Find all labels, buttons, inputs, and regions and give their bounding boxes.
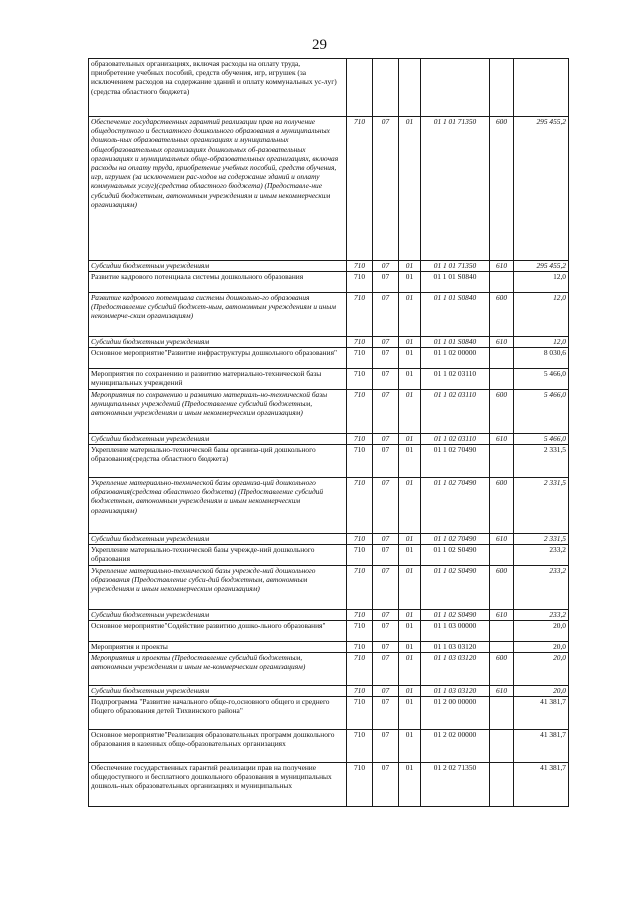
amount-cell: 2 331,5 — [514, 478, 569, 534]
target-article-cell: 01 2 00 00000 — [421, 697, 490, 730]
subsection-code-cell: 01 — [399, 390, 421, 434]
ministry-code-cell: 710 — [347, 534, 373, 545]
row-name-cell: Обеспечение государственных гарантий реализации прав на получение общедоступного и бесплатного дошкольного образования в муниципальных дошколь-ных образовательных организациях и муниципальных — [89, 763, 347, 807]
row-name-cell: Мероприятия по сохранению и развитию материально-технической базы муниципальных учреждений — [89, 369, 347, 390]
subsection-code-cell: 01 — [399, 697, 421, 730]
row-name-cell: Субсидии бюджетным учреждениям — [89, 261, 347, 272]
expense-type-cell: 600 — [490, 478, 514, 534]
section-code-cell: 07 — [373, 261, 399, 272]
ministry-code-cell: 710 — [347, 261, 373, 272]
row-name-cell: Основное мероприятие"Реализация образовательных программ дошкольного образования в казенных обще-образовательных организациях — [89, 730, 347, 763]
section-code-cell: 07 — [373, 337, 399, 348]
ministry-code-cell: 710 — [347, 478, 373, 534]
amount-cell: 5 466,0 — [514, 434, 569, 445]
expense-type-cell — [490, 59, 514, 117]
table-row — [89, 730, 569, 763]
row-name-cell: Мероприятия по сохранению и развитию материаль-но-технической базы муниципальных учреждений (Предоставление субсидий бюджетным, автономным учреждениям и иным некоммерческим организациям) — [89, 390, 347, 434]
subsection-code-cell: 01 — [399, 763, 421, 807]
amount-cell: 5 466,0 — [514, 390, 569, 434]
subsection-code-cell: 01 — [399, 621, 421, 642]
amount-cell: 2 331,5 — [514, 445, 569, 478]
ministry-code-cell: 710 — [347, 621, 373, 642]
subsection-code-cell: 01 — [399, 642, 421, 653]
amount-cell: 41 381,7 — [514, 697, 569, 730]
section-code-cell: 07 — [373, 478, 399, 534]
section-code-cell: 07 — [373, 566, 399, 610]
row-name-cell: Мероприятия и проекты (Предоставление субсидий бюджетным, автономным учреждениям и иным не-коммерческим организациям) — [89, 653, 347, 686]
target-article-cell: 01 1 02 S0490 — [421, 610, 490, 621]
row-name-cell: Субсидии бюджетным учреждениям — [89, 337, 347, 348]
section-code-cell: 07 — [373, 272, 399, 293]
amount-cell: 233,2 — [514, 566, 569, 610]
target-article-cell — [421, 59, 490, 117]
target-article-cell: 01 2 02 71350 — [421, 763, 490, 807]
section-code-cell: 07 — [373, 763, 399, 807]
expense-type-cell: 600 — [490, 293, 514, 337]
ministry-code-cell: 710 — [347, 434, 373, 445]
section-code-cell: 07 — [373, 434, 399, 445]
table-row — [89, 686, 569, 697]
expense-type-cell: 610 — [490, 261, 514, 272]
target-article-cell: 01 1 03 03120 — [421, 653, 490, 686]
ministry-code-cell: 710 — [347, 566, 373, 610]
row-name-cell: Субсидии бюджетным учреждениям — [89, 610, 347, 621]
target-article-cell: 01 1 02 00000 — [421, 348, 490, 369]
target-article-cell: 01 1 02 S0490 — [421, 545, 490, 566]
section-code-cell: 07 — [373, 686, 399, 697]
row-name-cell: Укрепление материально-технической базы организа-ций дошкольного образования(средства областного бюджета) (Предоставление субсидий бюджетным, автономным учреждениям и иным некоммерческим организациям) — [89, 478, 347, 534]
amount-cell: 295 455,2 — [514, 261, 569, 272]
section-code-cell: 07 — [373, 293, 399, 337]
ministry-code-cell: 710 — [347, 117, 373, 261]
target-article-cell: 01 1 03 00000 — [421, 621, 490, 642]
amount-cell: 20,0 — [514, 642, 569, 653]
subsection-code-cell: 01 — [399, 369, 421, 390]
table-row — [89, 445, 569, 478]
target-article-cell: 01 1 02 03110 — [421, 390, 490, 434]
expense-type-cell: 600 — [490, 117, 514, 261]
table-row — [89, 697, 569, 730]
ministry-code-cell: 710 — [347, 369, 373, 390]
table-row — [89, 566, 569, 610]
subsection-code-cell: 01 — [399, 445, 421, 478]
row-name-cell: Укрепление материально-технической базы организа-ций дошкольного образования(средства областного бюджета) — [89, 445, 347, 478]
subsection-code-cell: 01 — [399, 686, 421, 697]
row-name-cell: Развитие кадрового потенциала системы дошкольно-го образования (Предоставление субсидий бюджет-ным, автономным учреждениям и иным некоммерче-ским организациям) — [89, 293, 347, 337]
table-row — [89, 272, 569, 293]
ministry-code-cell: 710 — [347, 348, 373, 369]
ministry-code-cell: 710 — [347, 390, 373, 434]
ministry-code-cell: 710 — [347, 272, 373, 293]
table-row — [89, 337, 569, 348]
table-row — [89, 348, 569, 369]
subsection-code-cell: 01 — [399, 478, 421, 534]
target-article-cell: 01 2 02 00000 — [421, 730, 490, 763]
expense-type-cell — [490, 642, 514, 653]
ministry-code-cell: 710 — [347, 730, 373, 763]
amount-cell: 5 466,0 — [514, 369, 569, 390]
table-row — [89, 261, 569, 272]
ministry-code-cell: 710 — [347, 337, 373, 348]
expense-type-cell: 610 — [490, 337, 514, 348]
target-article-cell: 01 1 01 S0840 — [421, 293, 490, 337]
amount-cell: 41 381,7 — [514, 763, 569, 807]
target-article-cell: 01 1 02 70490 — [421, 534, 490, 545]
subsection-code-cell: 01 — [399, 261, 421, 272]
subsection-code-cell: 01 — [399, 610, 421, 621]
amount-cell: 20,0 — [514, 621, 569, 642]
row-name-cell: Субсидии бюджетным учреждениям — [89, 434, 347, 445]
ministry-code-cell: 710 — [347, 653, 373, 686]
amount-cell: 20,0 — [514, 653, 569, 686]
subsection-code-cell: 01 — [399, 730, 421, 763]
ministry-code-cell: 710 — [347, 545, 373, 566]
expense-type-cell — [490, 730, 514, 763]
target-article-cell: 01 1 03 03120 — [421, 642, 490, 653]
expense-type-cell: 610 — [490, 434, 514, 445]
table-row — [89, 763, 569, 807]
amount-cell: 233,2 — [514, 545, 569, 566]
row-name-cell: Субсидии бюджетным учреждениям — [89, 534, 347, 545]
row-name-cell: образовательных организациях, включая расходы на оплату труда, приобретение учебных пособий, средств обучения, игр, игрушек (за исключением расходов на содержание зданий и оплату коммунальных ус-луг)(средства областного бюджета) — [89, 59, 347, 117]
target-article-cell: 01 1 01 S0840 — [421, 272, 490, 293]
amount-cell: 41 381,7 — [514, 730, 569, 763]
amount-cell: 12,0 — [514, 337, 569, 348]
section-code-cell: 07 — [373, 534, 399, 545]
ministry-code-cell: 710 — [347, 610, 373, 621]
row-name-cell: Укрепление материально-технической базы учрежде-ний дошкольного образования — [89, 545, 347, 566]
section-code-cell: 07 — [373, 653, 399, 686]
ministry-code-cell: 710 — [347, 445, 373, 478]
expense-type-cell — [490, 545, 514, 566]
section-code-cell: 07 — [373, 610, 399, 621]
expense-type-cell — [490, 348, 514, 369]
subsection-code-cell: 01 — [399, 434, 421, 445]
table-row — [89, 369, 569, 390]
expense-type-cell — [490, 272, 514, 293]
row-name-cell: Укрепление материально-технической базы учрежде-ний дошкольного образования (Предоставление субси-дий бюджетным, автономным учреждениям и иным некоммерческим организациям) — [89, 566, 347, 610]
section-code-cell: 07 — [373, 642, 399, 653]
expense-type-cell — [490, 697, 514, 730]
row-name-cell: Субсидии бюджетным учреждениям — [89, 686, 347, 697]
ministry-code-cell: 710 — [347, 686, 373, 697]
row-name-cell: Мероприятия и проекты — [89, 642, 347, 653]
subsection-code-cell: 01 — [399, 534, 421, 545]
target-article-cell: 01 1 01 71350 — [421, 117, 490, 261]
amount-cell: 12,0 — [514, 293, 569, 337]
table-row — [89, 653, 569, 686]
section-code-cell: 07 — [373, 348, 399, 369]
section-code-cell: 07 — [373, 621, 399, 642]
table-row — [89, 293, 569, 337]
subsection-code-cell: 01 — [399, 653, 421, 686]
section-code-cell: 07 — [373, 730, 399, 763]
table-row — [89, 59, 569, 117]
expense-type-cell: 600 — [490, 566, 514, 610]
subsection-code-cell: 01 — [399, 348, 421, 369]
target-article-cell: 01 1 02 S0490 — [421, 566, 490, 610]
budget-table-body — [89, 59, 569, 807]
subsection-code-cell — [399, 59, 421, 117]
table-row — [89, 434, 569, 445]
expense-type-cell — [490, 763, 514, 807]
expense-type-cell: 600 — [490, 653, 514, 686]
expense-type-cell — [490, 445, 514, 478]
subsection-code-cell: 01 — [399, 337, 421, 348]
section-code-cell: 07 — [373, 369, 399, 390]
expense-type-cell: 610 — [490, 686, 514, 697]
target-article-cell: 01 1 02 70490 — [421, 478, 490, 534]
target-article-cell: 01 1 01 71350 — [421, 261, 490, 272]
ministry-code-cell: 710 — [347, 763, 373, 807]
target-article-cell: 01 1 02 70490 — [421, 445, 490, 478]
amount-cell: 20,0 — [514, 686, 569, 697]
row-name-cell: Подпрограмма "Развитие начального обще-го,основного общего и среднего общего образования детей Тихвинского района" — [89, 697, 347, 730]
target-article-cell: 01 1 03 03120 — [421, 686, 490, 697]
amount-cell: 12,0 — [514, 272, 569, 293]
row-name-cell: Обеспечение государственных гарантий реализации прав на получение общедоступного и бесплатного дошкольного образования в муниципальных дошколь-ных образовательных организациях и муниципальных общеобразовательных организациях дошкольных об-разовательных организациях и муниципальных обще-образовательных организациях, включая расходы на оплату труда, приобретение учебных пособий, средств обучения, игр, игрушек (за исключением рас-ходов на содержание зданий и оплату коммунальных услуг)(средства областного бюджета) (Предоставле-ние субсидий бюджетным, автономным учреждениям и иным некоммерческим организациям) — [89, 117, 347, 261]
section-code-cell — [373, 59, 399, 117]
expense-type-cell: 610 — [490, 534, 514, 545]
target-article-cell: 01 1 02 03110 — [421, 434, 490, 445]
amount-cell: 233,2 — [514, 610, 569, 621]
table-row — [89, 642, 569, 653]
target-article-cell: 01 1 01 S0840 — [421, 337, 490, 348]
section-code-cell: 07 — [373, 117, 399, 261]
page-number: 29 — [312, 37, 327, 53]
target-article-cell: 01 1 02 03110 — [421, 369, 490, 390]
section-code-cell: 07 — [373, 390, 399, 434]
ministry-code-cell — [347, 59, 373, 117]
subsection-code-cell: 01 — [399, 293, 421, 337]
row-name-cell: Основное мероприятие"Развитие инфраструктуры дошкольного образования" — [89, 348, 347, 369]
subsection-code-cell: 01 — [399, 117, 421, 261]
table-row — [89, 117, 569, 261]
row-name-cell: Основное мероприятие"Содействие развитию дошко-льного образования" — [89, 621, 347, 642]
section-code-cell: 07 — [373, 545, 399, 566]
section-code-cell: 07 — [373, 445, 399, 478]
section-code-cell: 07 — [373, 697, 399, 730]
row-name-cell: Развитие кадрового потенциала системы дошкольного образования — [89, 272, 347, 293]
table-row — [89, 610, 569, 621]
expense-type-cell — [490, 369, 514, 390]
expense-type-cell: 610 — [490, 610, 514, 621]
expense-type-cell — [490, 621, 514, 642]
ministry-code-cell: 710 — [347, 642, 373, 653]
subsection-code-cell: 01 — [399, 545, 421, 566]
amount-cell: 8 030,6 — [514, 348, 569, 369]
ministry-code-cell: 710 — [347, 293, 373, 337]
subsection-code-cell: 01 — [399, 272, 421, 293]
table-row — [89, 478, 569, 534]
amount-cell: 2 331,5 — [514, 534, 569, 545]
amount-cell — [514, 59, 569, 117]
expense-type-cell: 600 — [490, 390, 514, 434]
amount-cell: 295 455,2 — [514, 117, 569, 261]
table-row — [89, 534, 569, 545]
table-row — [89, 545, 569, 566]
subsection-code-cell: 01 — [399, 566, 421, 610]
budget-table — [88, 58, 569, 807]
table-row — [89, 621, 569, 642]
ministry-code-cell: 710 — [347, 697, 373, 730]
table-row — [89, 390, 569, 434]
